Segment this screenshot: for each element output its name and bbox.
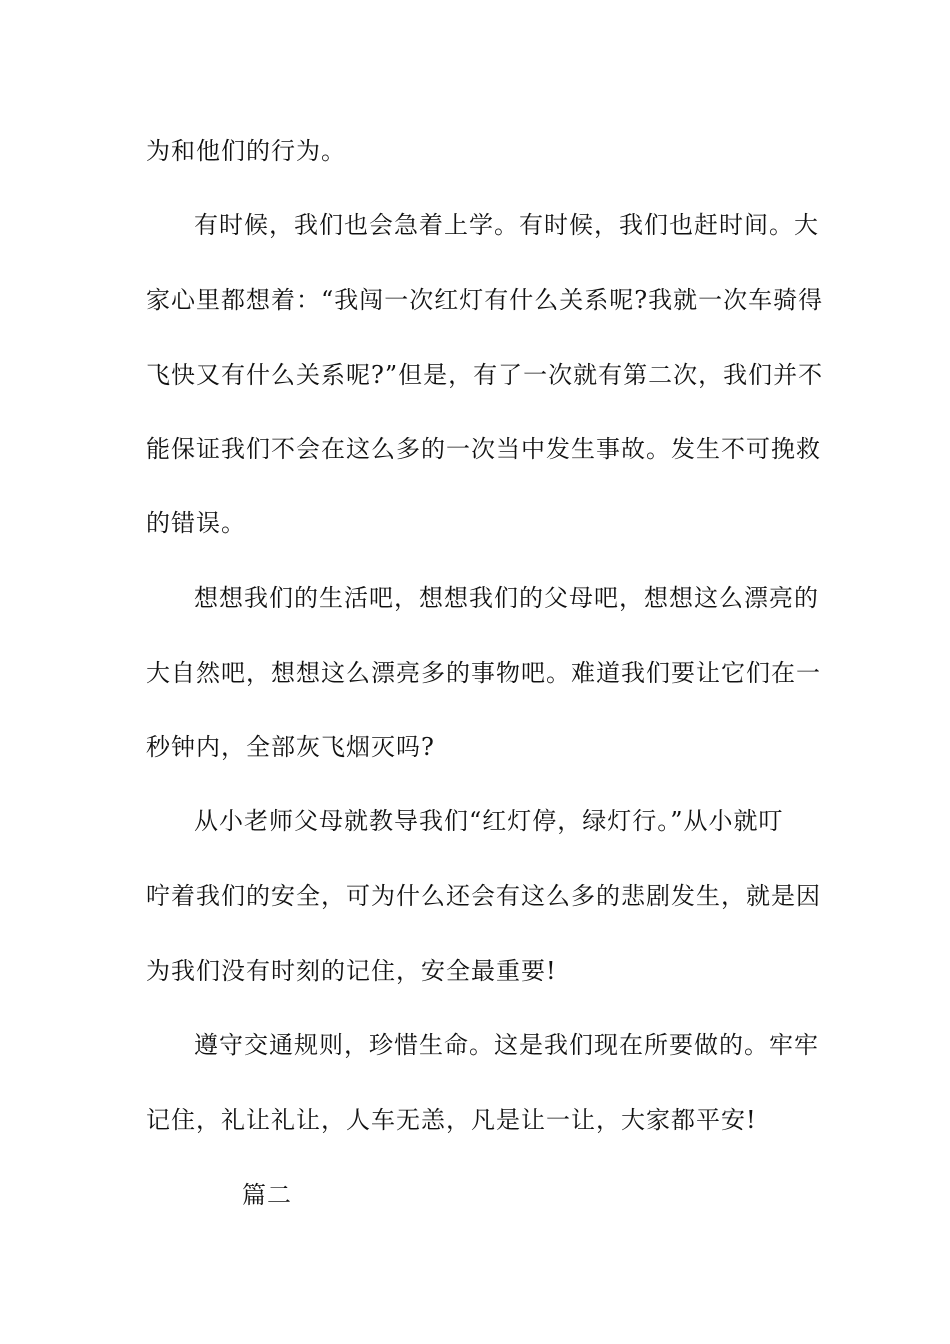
paragraph-line: 大自然吧，想想这么漂亮多的事物吧。难道我们要让它们在一 [146,659,821,687]
paragraph-line: 能保证我们不会在这么多的一次当中发生事故。发生不可挽救 [146,435,821,463]
paragraph-line: 为我们没有时刻的记住，安全最重要! [146,957,557,985]
paragraph-line: 家心里都想着：“我闯一次红灯有什么关系呢?我就一次车骑得 [146,286,824,314]
paragraph-line: 的错误。 [146,509,246,537]
paragraph-line: 记住，礼让礼让，人车无恙，凡是让一让，大家都平安! [146,1106,757,1134]
paragraph-line: 从小老师父母就教导我们“红灯停，绿灯行。”从小就叮 [194,807,784,835]
paragraph-line: 飞快又有什么关系呢?”但是，有了一次就有第二次，我们并不 [146,361,824,389]
paragraph-line: 为和他们的行为。 [146,137,346,165]
paragraph-line: 秒钟内，全部灰飞烟灭吗? [146,733,435,761]
section-heading: 篇二 [242,1181,292,1209]
paragraph-line: 想想我们的生活吧，想想我们的父母吧，想想这么漂亮的 [194,584,819,612]
paragraph-line: 咛着我们的安全，可为什么还会有这么多的悲剧发生，就是因 [146,882,821,910]
paragraph-line: 有时候，我们也会急着上学。有时候，我们也赶时间。大 [194,211,819,239]
paragraph-line: 遵守交通规则，珍惜生命。这是我们现在所要做的。牢牢 [194,1031,819,1059]
